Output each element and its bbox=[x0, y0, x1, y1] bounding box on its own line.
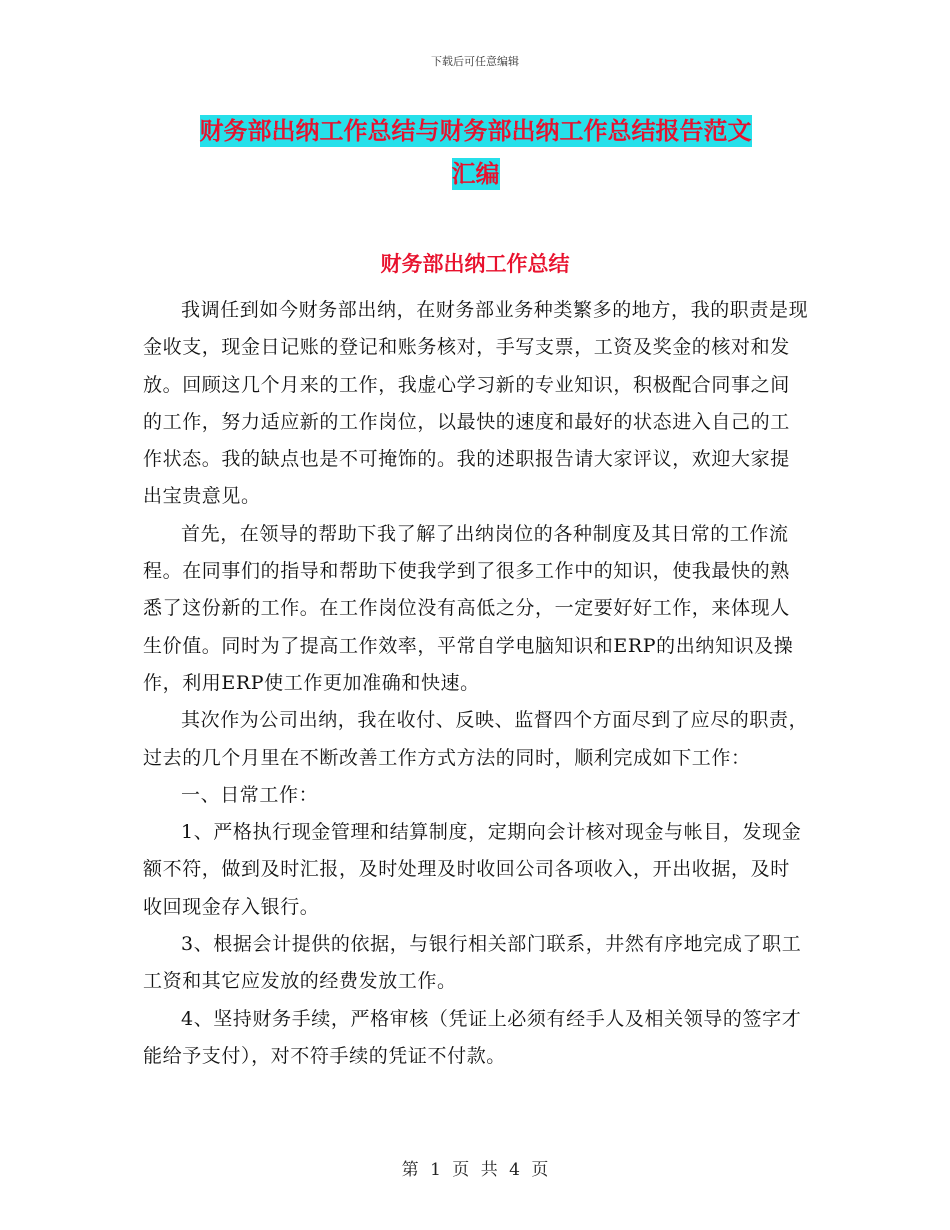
page-number: 第 1 页 共 4 页 bbox=[401, 1160, 549, 1180]
paragraph: 4、坚持财务手续，严格审核（凭证上必须有经手人及相关领导的签字才能给予支付），对不符手续的凭证不付款。 bbox=[143, 1007, 802, 1067]
title-line-2: 汇编 bbox=[451, 160, 500, 188]
paragraph: 首先，在领导的帮助下我了解了出纳岗位的各种制度及其日常的工作流程。在同事们的指导和帮助下使我学到了很多工作中的知识，使我最快的熟悉了这份新的工作。在工作岗位没有高低之分，一定要好好工作，来体现人生价值。同时为了提高工作效率，平常自学电脑知识和ERP的出纳知识及操作，利用ERP使工作更加准确和快速。 bbox=[143, 522, 794, 694]
document-title bbox=[143, 110, 808, 196]
paragraph: 一、日常工作： bbox=[181, 783, 319, 806]
paragraph: 1、严格执行现金管理和结算制度，定期向会计核对现金与帐目，发现金额不符，做到及时汇报，及时处理及时收回公司各项收入，开出收据，及时收回现金存入银行。 bbox=[143, 821, 802, 918]
header-note: 下载后可任意编辑 bbox=[431, 55, 519, 68]
paragraph: 其次作为公司出纳，我在收付、反映、监督四个方面尽到了应尽的职责，过去的几个月里在不断改善工作方式方法的同时，顺利完成如下工作： bbox=[143, 709, 809, 769]
document-body bbox=[143, 292, 809, 1075]
title-line-1: 财务部出纳工作总结与财务部出纳工作总结报告范文 bbox=[199, 117, 752, 145]
paragraph: 3、根据会计提供的依据，与银行相关部门联系，井然有序地完成了职工工资和其它应发放的经费发放工作。 bbox=[143, 933, 802, 993]
paragraph: 我调任到如今财务部出纳，在财务部业务种类繁多的地方，我的职责是现金收支，现金日记账的登记和账务核对，手写支票，工资及奖金的核对和发放。回顾这几个月来的工作，我虚心学习新的专业知识，积极配合同事之间的工作，努力适应新的工作岗位，以最快的速度和最好的状态进入自己的工作状态。我的缺点也是不可掩饰的。我的述职报告请大家评议，欢迎大家提出宝贵意见。 bbox=[143, 299, 809, 508]
section-title: 财务部出纳工作总结 bbox=[380, 252, 570, 276]
